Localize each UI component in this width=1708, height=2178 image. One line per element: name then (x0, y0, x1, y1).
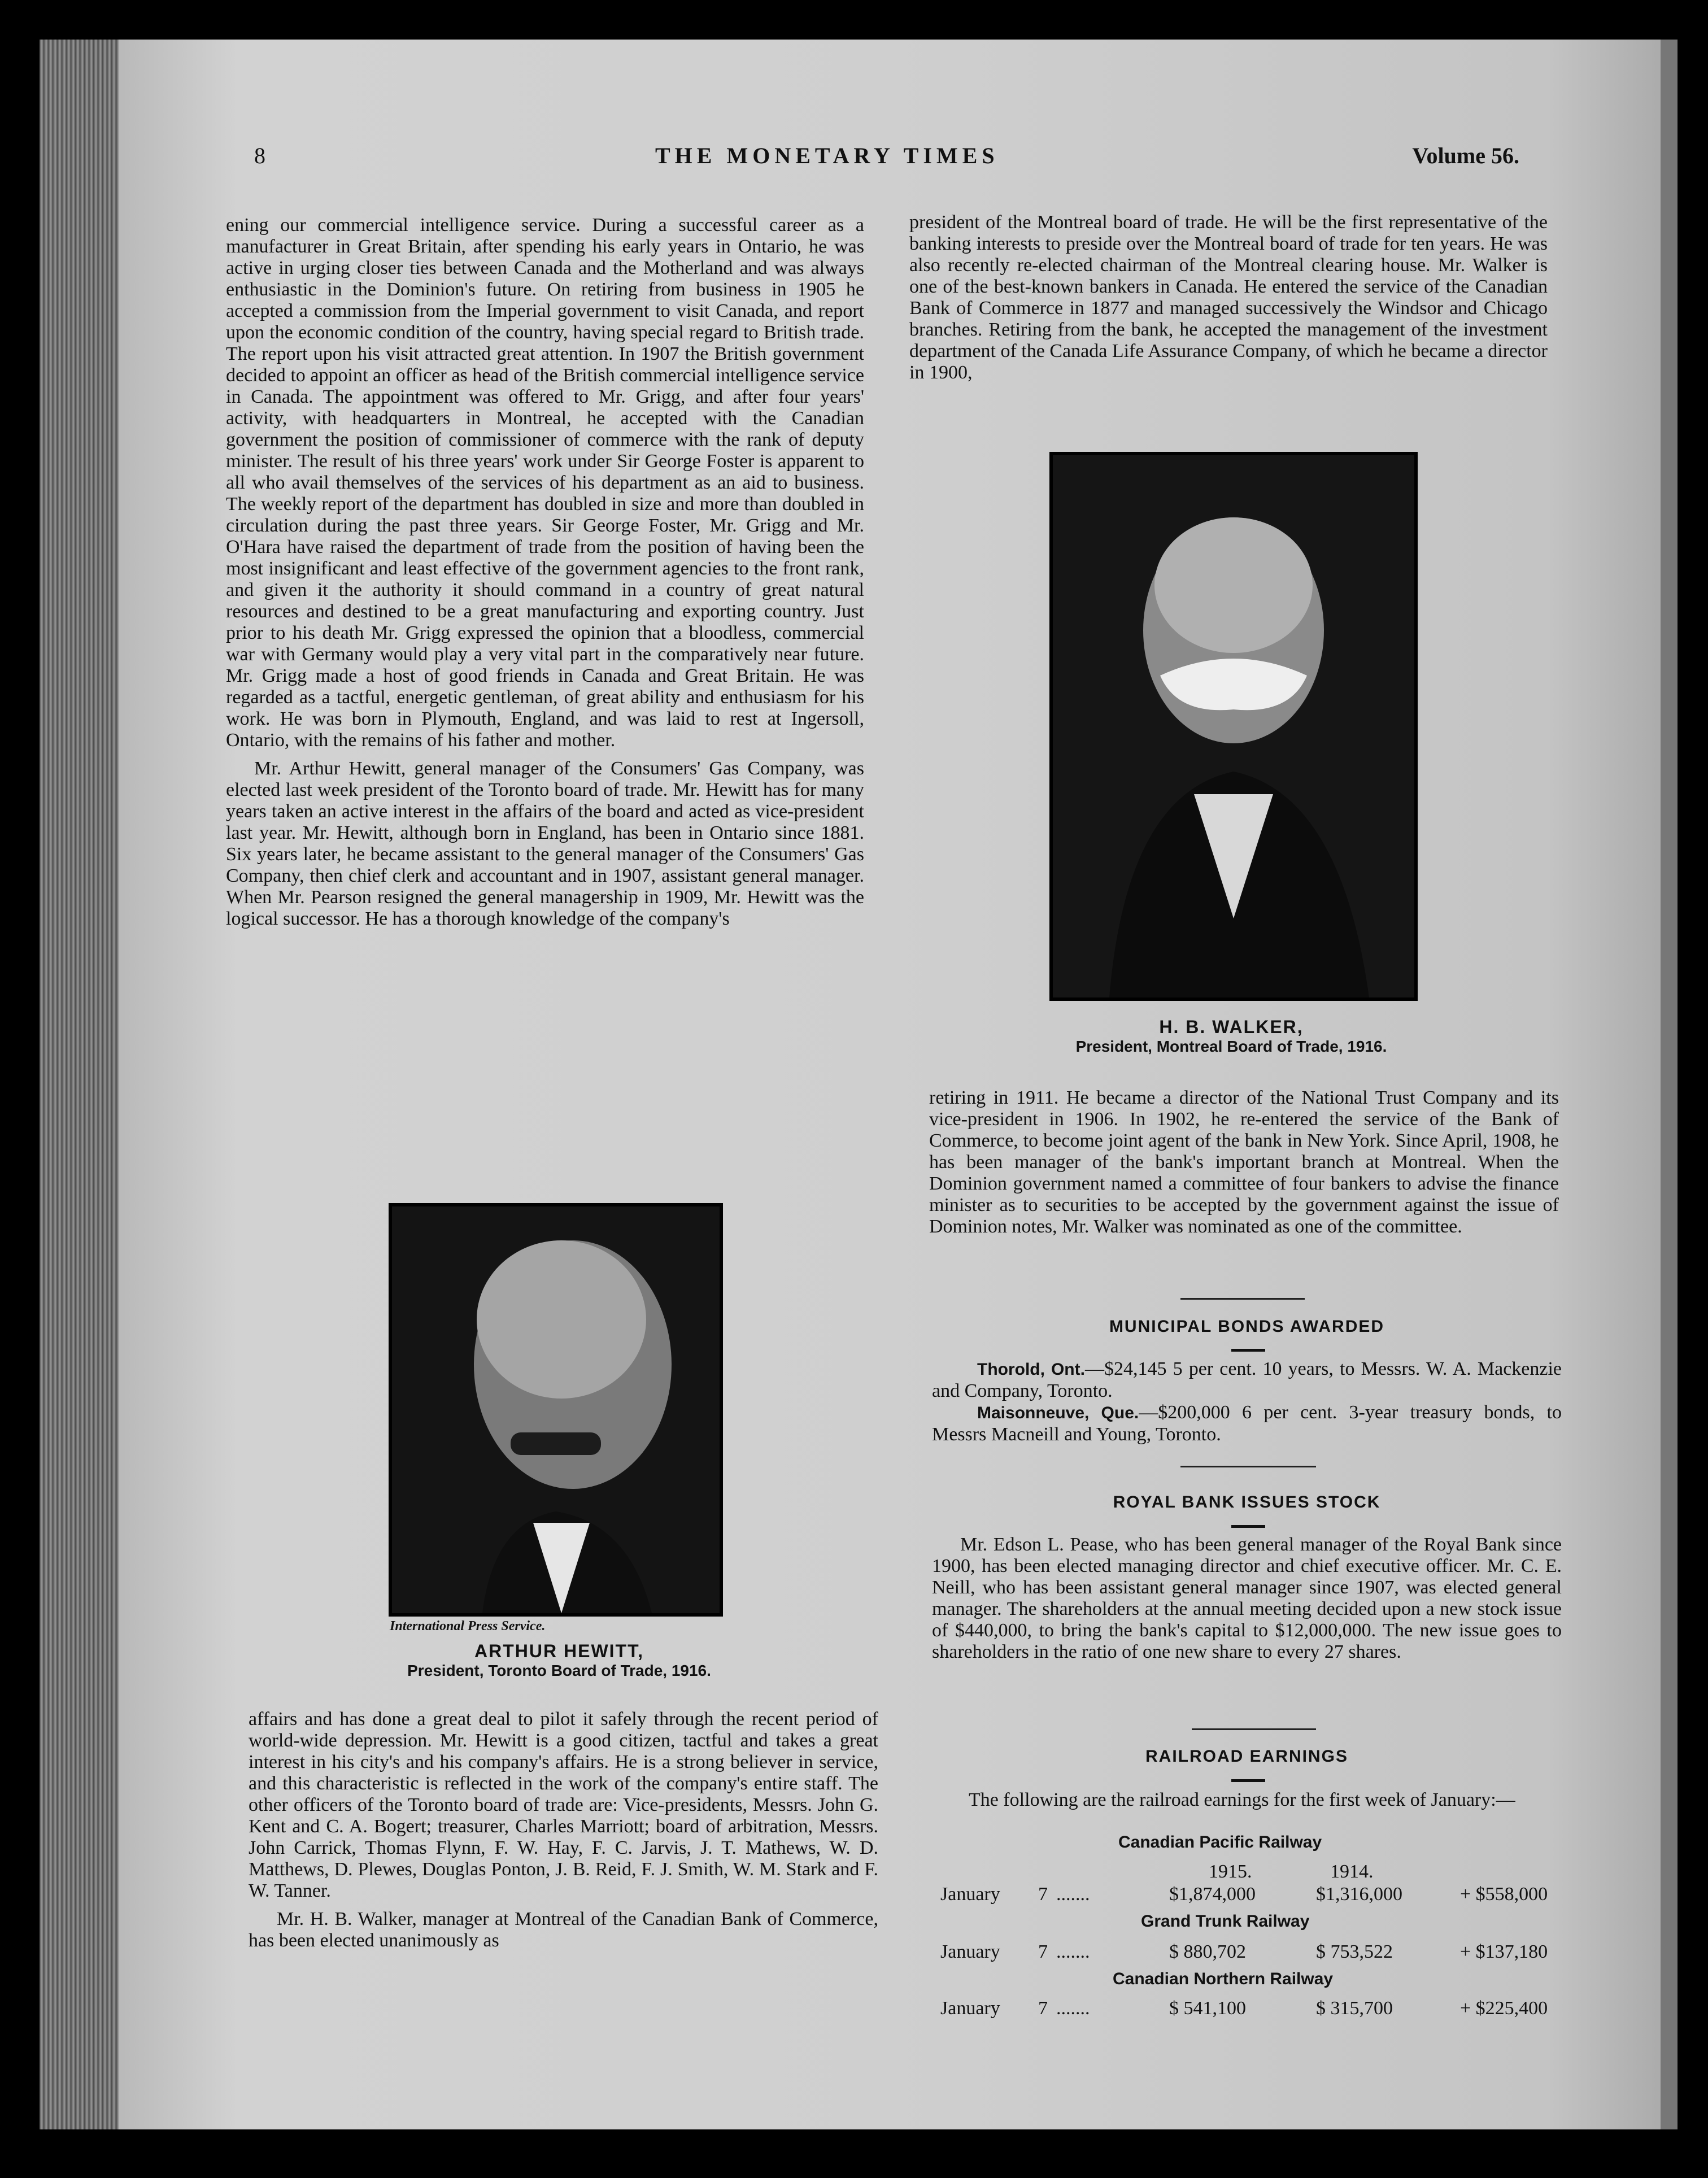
facing-page-edge (1661, 40, 1677, 2129)
bond-details: —$24,145 5 per cent. 10 years, to Messrs. W. A. Mackenzie and Company, Toronto. (932, 1358, 1562, 1401)
royal-bank-heading: ROYAL BANK ISSUES STOCK (1113, 1493, 1381, 1511)
book-binding-edge (40, 40, 119, 2129)
right-column-top (909, 212, 1548, 384)
portrait-icon (392, 1206, 720, 1613)
row-month: January (940, 1941, 1000, 1962)
row-month: January (940, 1884, 1000, 1905)
earnings-1914: $1,316,000 (1316, 1884, 1402, 1905)
earnings-1915: $ 541,100 (1169, 1998, 1246, 2019)
company-name: Grand Trunk Railway (1141, 1912, 1310, 1931)
walker-continued-paragraph: retiring in 1911. He became a director of the National Trust Company and its vice-president in 1906. In 1902, he re-entered the service of the Bank of Commerce, to become joint agent of the bank in New York. Since April, 1908, he has been manager of the bank's important branch at Montreal. When the Dominion government named a committee of four bankers to advise the finance minister as to securities to be accepted by the government against the issue of Dominion notes, Mr. Walker was nominated as one of the committee. (929, 1087, 1559, 1237)
section-divider (1192, 1728, 1316, 1730)
row-leader-dots: ....... (1056, 1998, 1090, 2019)
walker-paragraph: president of the Montreal board of trade. He will be the first representative of the banking interests to preside over the Montreal board of trade for ten years. He was also recently re-elected chairman of the Montreal clearing house. Mr. Walker is one of the best-known bankers in Canada. He entered the service of the Canadian Bank of Commerce in 1877 and managed successively the Windsor and Chicago branches. Retiring from the bank, he accepted the management of the investment department of the Canada Life Assurance Company, of which he became a director in 1900, (909, 212, 1548, 383)
hewitt-paragraph: Mr. Arthur Hewitt, general manager of the Consumers' Gas Company, was elected last week president of the Toronto board of trade. Mr. Hewitt has for many years taken an active interest in the affairs of the board and acted as vice-president last year. Mr. Hewitt, although born in England, has been in Ontario since 1881. Six years later, he became assistant to the general manager of the Consumers' Gas Company, then chief clerk and accountant and in 1907, assistant general manager. When Mr. Pearson resigned the general managership in 1909, Mr. Hewitt was the logical successor. He has a thorough knowledge of the company's (226, 758, 864, 929)
row-leader-dots: ....... (1056, 1884, 1090, 1905)
railroad-intro-text: The following are the railroad earnings for the first week of January:— (969, 1789, 1515, 1810)
earnings-change: + $225,400 (1460, 1998, 1548, 2019)
bond-item-thorold (932, 1358, 1562, 1402)
row-month: January (940, 1998, 1000, 2019)
walker-caption (994, 1017, 1469, 1056)
volume-label: Volume 56. (1412, 143, 1519, 168)
company-name: Canadian Northern Railway (1113, 1970, 1334, 1988)
earnings-1914: $ 315,700 (1316, 1998, 1393, 2019)
hewitt-continued-paragraph: affairs and has done a great deal to pilot it safely through the recent period of world-wide depression. Mr. Hewitt is a good citizen, tactful and takes a great interest in his city's and his company's affairs. He is a strong believer in service, and this characteristic is reflected in the work of the company's entire staff. The other officers of the Toronto board of trade are: Vice-presidents, Messrs. John G. Kent and C. A. Bogert; treasurer, Charles Marriott; board of arbitration, Messrs. John Carrick, Thomas Flynn, F. W. Hay, F. C. Jarvis, J. T. Mathews, W. D. Matthews, D. Plewes, Douglas Ponton, J. B. Reid, F. J. Smith, W. M. Stark and F. W. Tanner. (249, 1709, 878, 1901)
section-divider (1180, 1466, 1316, 1467)
hewitt-title: President, Toronto Board of Trade, 1916. (407, 1662, 711, 1679)
royal-bank-body (932, 1534, 1562, 1663)
walker-intro-paragraph: Mr. H. B. Walker, manager at Montreal of the Canadian Bank of Commerce, has been elected unanimously as (249, 1909, 878, 1951)
walker-title: President, Montreal Board of Trade, 1916. (1075, 1038, 1387, 1055)
heading-underline (1231, 1349, 1265, 1352)
hewitt-caption (339, 1641, 779, 1680)
earnings-change: + $137,180 (1460, 1941, 1548, 1962)
bond-municipality: Maisonneuve, Que. (977, 1404, 1139, 1422)
earnings-1915: $1,874,000 (1169, 1884, 1256, 1905)
bond-municipality: Thorold, Ont. (977, 1360, 1085, 1379)
walker-portrait (1049, 452, 1418, 1001)
hewitt-portrait (389, 1203, 723, 1617)
section-divider (1180, 1298, 1305, 1300)
portrait-icon (1053, 455, 1414, 997)
heading-underline (1231, 1525, 1265, 1528)
page-number: 8 (254, 143, 265, 168)
bond-details: —$200,000 6 per cent. 3-year treasury bonds, to Messrs Macneill and Young, Toronto. (932, 1402, 1562, 1445)
municipal-bonds-list (932, 1358, 1562, 1445)
heading-underline (1231, 1779, 1265, 1782)
row-day: 7 (1038, 1941, 1048, 1962)
municipal-bonds-heading: MUNICIPAL BONDS AWARDED (1109, 1317, 1385, 1336)
hewitt-name: ARTHUR HEWITT, (474, 1641, 644, 1661)
company-name: Canadian Pacific Railway (1118, 1833, 1322, 1852)
row-leader-dots: ....... (1056, 1941, 1090, 1962)
grigg-paragraph: ening our commercial intelligence service. During a successful career as a manufacturer in Great Britain, after spending his early years in Ontario, he was active in urging closer ties between Canada and the Motherland and was always enthusiastic in the Dominion's future. On retiring from business in 1905 he accepted a commission from the Imperial government to visit Canada, and report upon the economic condition of the country, having special regard to British trade. The report upon his visit attracted great attention. In 1907 the British government decided to appoint an officer as head of the British commercial intelligence service in Canada. The appointment was offered to Mr. Grigg, and after four years' activity, with headquarters in Montreal, he accepted with the Canadian government the position of commissioner of commerce with the rank of deputy minister. The result of his three years' work under Sir George Foster is apparent to all who avail themselves of the services of his department as an aid to business. The weekly report of the department has doubled in size and more than doubled in circulation during the past three years. Sir George Foster, Mr. Grigg and Mr. O'Hara have raised the department of trade from the position of having been the most insignificant and least effective of the government agencies to the front rank, and given it the authority it should command in a country of great natural resources and destined to be a great manufacturing and exporting country. Just prior to his death Mr. Grigg expressed the opinion that a bloodless, commercial war with Germany would play a very vital part in the comparatively near future. Mr. Grigg made a host of good friends in Canada and Great Britain. He was regarded as a tactful, energetic gentleman, of great ability and enthusiasm for his work. He was born in Plymouth, England, and was laid to rest at Ingersoll, Ontario, with the remains of his father and mother. (226, 215, 864, 751)
earnings-1914: $ 753,522 (1316, 1941, 1393, 1962)
earnings-1915: $ 880,702 (1169, 1941, 1246, 1962)
bond-item-maisonneuve (932, 1402, 1562, 1445)
railroad-intro (940, 1789, 1567, 1811)
railroad-heading: RAILROAD EARNINGS (1145, 1747, 1348, 1766)
page-header (249, 142, 1519, 176)
right-column-middle (929, 1087, 1559, 1238)
left-column-bottom (249, 1709, 878, 1952)
walker-name: H. B. WALKER, (1159, 1017, 1304, 1037)
year-1914: 1914. (1330, 1861, 1374, 1882)
earnings-change: + $558,000 (1460, 1884, 1548, 1905)
row-day: 7 (1038, 1884, 1048, 1905)
row-day: 7 (1038, 1998, 1048, 2019)
year-1915: 1915. (1209, 1861, 1252, 1882)
royal-bank-paragraph: Mr. Edson L. Pease, who has been general manager of the Royal Bank since 1900, has been elected managing director and chief executive officer. Mr. C. E. Neill, who has been assistant general manager since 1907, was elected general manager. The shareholders at the annual meeting decided upon a new stock issue of $440,000, to bring the bank's capital to $12,000,000. The new issue goes to shareholders in the ratio of one new share to every 27 shares. (932, 1534, 1562, 1662)
photo-credit: International Press Service. (390, 1619, 546, 1634)
left-column-top (226, 215, 864, 930)
publication-title: THE MONETARY TIMES (655, 143, 999, 168)
